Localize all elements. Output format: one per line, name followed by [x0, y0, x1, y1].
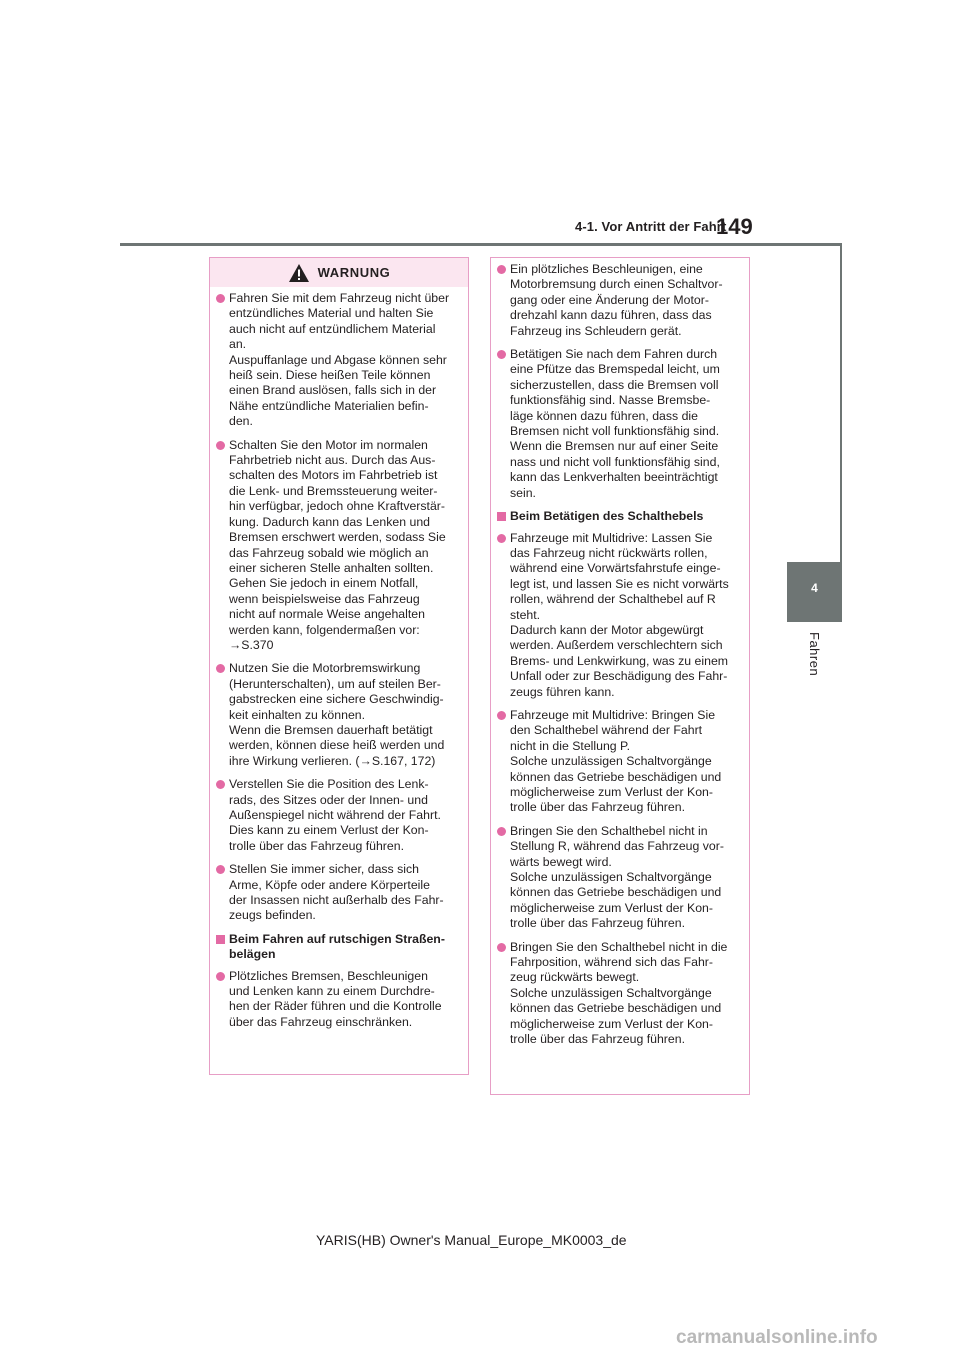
chapter-label: Fahren: [807, 632, 822, 677]
list-item-text: Betätigen Sie nach dem Fahren durch eine Pfütze das Bremspedal leicht, um sicherzustellen, dass die Bremsen voll funktionsfähig sind. Nasse Bremsbe- läge können dazu führen, dass die Bremsen nicht voll funktionsfähig sind. Wenn die Bremsen nur auf einer Seite nass und nicht voll funktionsfähig sind, kann das Lenkverhalten beeinträchtigt sein.: [510, 347, 720, 500]
page-number: 149: [716, 214, 753, 239]
manual-id-footer: YARIS(HB) Owner's Manual_Europe_MK0003_de: [316, 1232, 627, 1248]
watermark: carmanualsonline.info: [676, 1327, 878, 1348]
list-item-text: Fahrzeuge mit Multidrive: Bringen Sie den Schalthebel während der Fahrt nicht in die Stellung P. Solche unzulässigen Schaltvorgänge können das Getriebe beschädigen und möglicherweise zum Verlust der Kon- trolle über das Fahrzeug führen.: [510, 707, 722, 815]
bullet-icon: [216, 441, 225, 450]
list-item: [216, 438, 460, 654]
bullet-icon: [497, 350, 506, 359]
left-content: [210, 291, 468, 1030]
list-item: [497, 531, 741, 700]
section-title: 4-1. Vor Antritt der Fahrt: [575, 219, 727, 234]
bullet-icon: [497, 534, 506, 543]
bullet-icon: [216, 664, 225, 673]
bullet-icon: [497, 827, 506, 836]
list-item: [497, 824, 741, 932]
list-item: [497, 262, 741, 339]
subheading: [216, 932, 460, 963]
bullet-icon: [497, 265, 506, 274]
square-bullet-icon: [216, 935, 225, 944]
list-item: [497, 940, 741, 1048]
list-item-text: Verstellen Sie die Position des Lenk- rads, des Sitzes oder der Innen- und Außenspiegel nicht während der Fahrt. Dies kann zu einem Verlust der Kon- trolle über das Fahrzeug führen.: [229, 777, 441, 853]
list-item: [497, 708, 741, 816]
warning-label: WARNUNG: [317, 265, 391, 280]
list-item-text: Fahrzeuge mit Multidrive: Lassen Sie das Fahrzeug nicht rückwärts rollen, während eine Vorwärtsfahrstufe einge- legt ist, und lassen Sie es nicht vorwärts rollen, während der Schalthebel auf R steht. Dadurch kann der Motor abgewürgt werden. Außerdem verschlechtern sich Brems- und Lenkwirkung, was zu einem Unfall oder zur Beschädigung des Fahr- zeugs führen kann.: [510, 530, 729, 699]
list-item-text: Stellen Sie immer sicher, dass sich Arme, Köpfe oder andere Körperteile der Insassen nicht außerhalb des Fahr- zeugs befinden.: [229, 862, 444, 923]
list-item-text: Plötzliches Bremsen, Beschleunigen und Lenken kann zu einem Durchdre- hen der Räder führen und die Kontrolle über das Fahrzeug einschränken.: [229, 968, 442, 1029]
bullet-icon: [216, 780, 225, 789]
list-item-text: Ein plötzliches Beschleunigen, eine Motorbremsung durch einen Schaltvor- gang oder eine Änderung der Motor- drehzahl kann dazu führen, dass das Fahrzeug ins Schleudern gerät.: [510, 262, 723, 338]
bullet-icon: [216, 865, 225, 874]
header-rule: [120, 243, 842, 246]
list-item-text: Schalten Sie den Motor im normalen Fahrbetrieb nicht aus. Durch das Aus- schalten des Motors im Fahrbetrieb ist die Lenk- und Bremssteuerung weiter- hin verfügbar, jedoch ohne Kraftverstär- kung. Dadurch kann das Lenken und Bremsen erschwert werden, sodass Sie das Fahrzeug sobald wie möglich an einer sicheren Stelle anhalten sollten. Gehen Sie jedoch in einem Notfall, wenn beispielsweise das Fahrzeug nicht auf normale Weise angehalten werden kann, folgendermaßen vor: →S.370: [229, 437, 446, 652]
square-bullet-icon: [497, 512, 506, 521]
list-item-text: Bringen Sie den Schalthebel nicht in die Fahrposition, während sich das Fahr- zeug rückwärts bewegt. Solche unzulässigen Schaltvorgänge können das Getriebe beschädigen und möglicherweise zum Verlust der Kon- trolle über das Fahrzeug führen.: [510, 939, 728, 1047]
warning-box-left: [209, 257, 469, 1075]
list-item: [216, 291, 460, 430]
subheading-text: Beim Fahren auf rutschigen Straßen- belägen: [229, 931, 445, 962]
warning-header: [210, 258, 468, 287]
list-item: [216, 862, 460, 924]
warning-box-right: [490, 257, 750, 1095]
list-item-text: Nutzen Sie die Motorbremswirkung (Herunterschalten), um auf steilen Ber- gabstrecken eine sichere Geschwindig- keit einhalten zu können. Wenn die Bremsen dauerhaft betätigt werden, können diese heiß werden und ihre Wirkung verlieren. (→S.167, 172): [229, 661, 445, 768]
list-item: [216, 661, 460, 769]
bullet-icon: [497, 943, 506, 952]
warning-triangle-icon: [288, 263, 310, 283]
bullet-icon: [216, 972, 225, 981]
chapter-tab: 4: [787, 562, 842, 622]
subheading: [497, 509, 741, 524]
list-item-text: Bringen Sie den Schalthebel nicht in Stellung R, während das Fahrzeug vor- wärts bewegt wird. Solche unzulässigen Schaltvorgänge können das Getriebe beschädigen und möglicherweise zum Verlust der Kon- trolle über das Fahrzeug führen.: [510, 823, 724, 931]
list-item-text: Fahren Sie mit dem Fahrzeug nicht über entzündliches Material und halten Sie auch nicht auf entzündlichem Material an. Auspuffanlage und Abgase können sehr heiß sein. Diese heißen Teile können einen Brand auslösen, falls sich in der Nähe entzündliche Materialien befin- den.: [229, 291, 450, 429]
side-rule: [840, 246, 842, 562]
list-item: [216, 777, 460, 854]
subheading-text: Beim Betätigen des Schalthebels: [510, 509, 704, 524]
list-item: [497, 347, 741, 501]
list-item: [216, 969, 460, 1031]
right-content: [491, 258, 749, 1048]
bullet-icon: [216, 294, 225, 303]
bullet-icon: [497, 711, 506, 720]
